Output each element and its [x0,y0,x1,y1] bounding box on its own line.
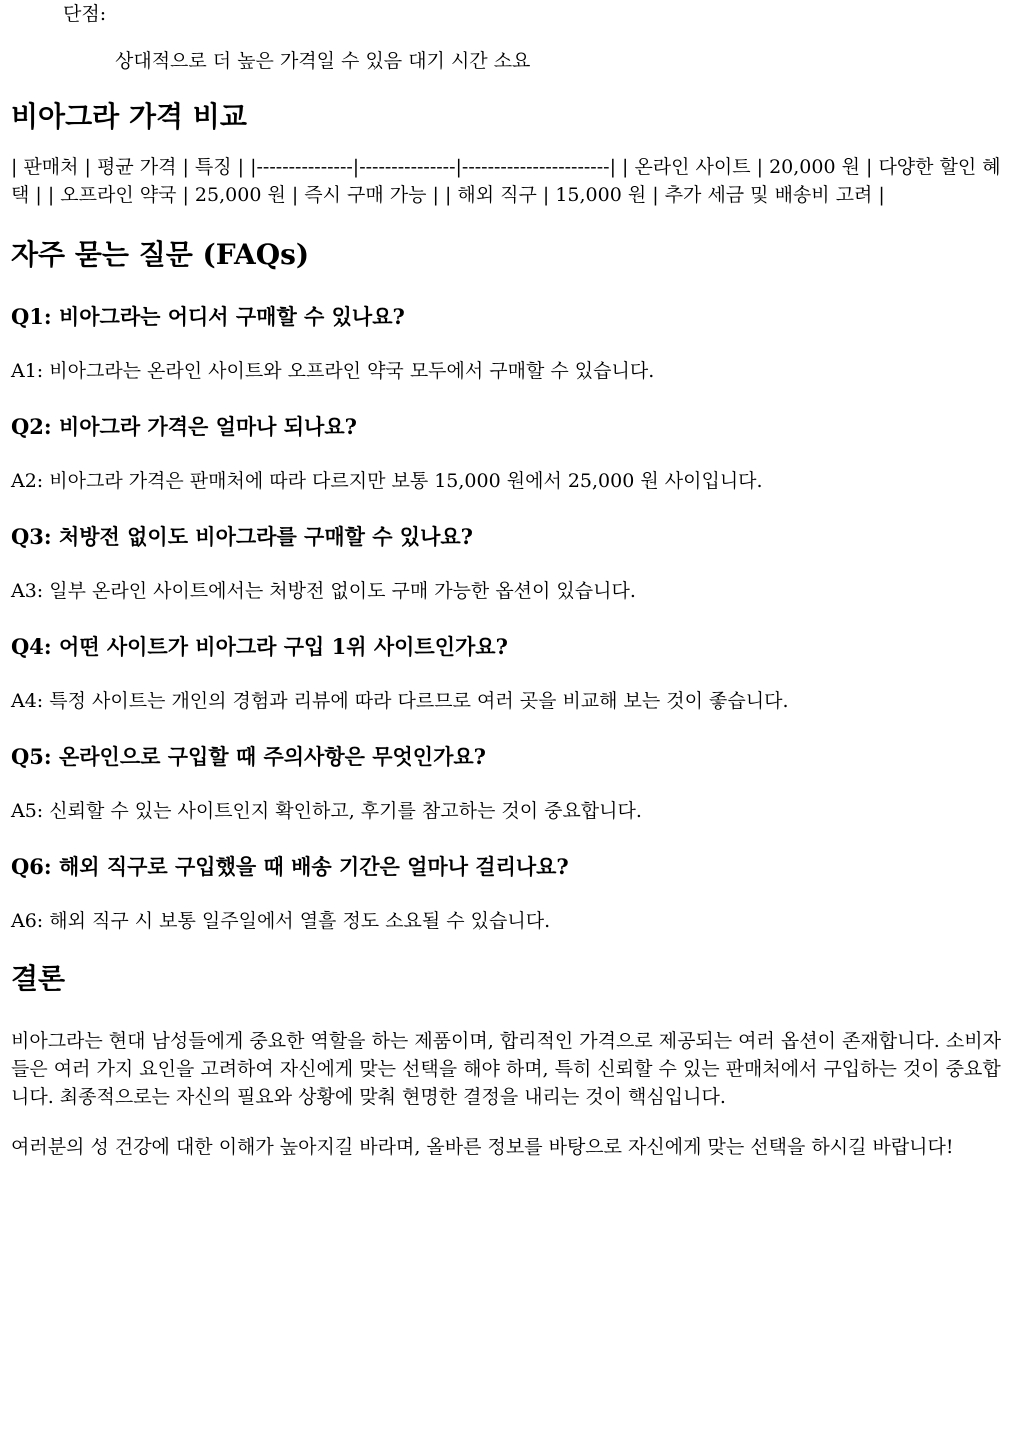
faq-answer: A5: 신뢰할 수 있는 사이트인지 확인하고, 후기를 참고하는 것이 중요합니다. [11,800,642,822]
conclusion-heading: 결론 [11,962,66,995]
cons-label: 단점: [63,3,107,25]
faq-question: Q2: 비아그라 가격은 얼마나 되나요? [11,414,357,439]
faq-question: Q4: 어떤 사이트가 비아그라 구입 1위 사이트인가요? [11,634,508,659]
faq-answer: A1: 비아그라는 온라인 사이트와 오프라인 약국 모두에서 구매할 수 있습니다. [11,360,655,382]
faq-question: Q1: 비아그라는 어디서 구매할 수 있나요? [11,304,405,329]
cons-section [11,0,1013,75]
faq-question: Q5: 온라인으로 구입할 때 주의사항은 무엇인가요? [11,744,486,769]
faq-answer: A2: 비아그라 가격은 판매처에 따라 다르지만 보통 15,000 원에서 25,000 원 사이입니다. [11,470,763,492]
faq-question: Q3: 처방전 없이도 비아그라를 구매할 수 있나요? [11,524,473,549]
conclusion-paragraph: 비아그라는 현대 남성들에게 중요한 역할을 하는 제품이며, 합리적인 가격으로 제공되는 여러 옵션이 존재합니다. 소비자들은 여러 가지 요인을 고려하여 자신에게 맞는 선택을 해야 하며, 특히 신뢰할 수 있는 판매처에서 구입하는 것이 중요합니다. 최종적으로는 자신의 필요와 상황에 맞춰 현명한 결정을 내리는 것이 핵심입니다. [11,1030,1001,1108]
price-table-text: | 판매처 | 평균 가격 | 특징 | |---------------|---------------|-----------------------| | 온라인 사이트 | 20,000 원 | 다양한 할인 혜택 | | 오프라인 약국 | 25,000 원 | 즉시 구매 가능 | | 해외 직구 | 15,000 원 | 추가 세금 및 배송비 고려 | [11,156,1001,206]
cons-text: 상대적으로 더 높은 가격일 수 있음 대기 시간 소요 [115,50,531,72]
faq-question: Q6: 해외 직구로 구입했을 때 배송 기간은 얼마나 걸리나요? [11,854,569,879]
article-body [11,0,1013,1161]
closing-paragraph: 여러분의 성 건강에 대한 이해가 높아지길 바라며, 올바른 정보를 바탕으로 자신에게 맞는 선택을 하시길 바랍니다! [11,1136,954,1158]
faq-answer: A3: 일부 온라인 사이트에서는 처방전 없이도 구매 가능한 옵션이 있습니다. [11,580,636,602]
faq-answer: A6: 해외 직구 시 보통 일주일에서 열흘 정도 소요될 수 있습니다. [11,910,551,932]
price-comparison-heading: 비아그라 가격 비교 [11,100,247,133]
faq-answer: A4: 특정 사이트는 개인의 경험과 리뷰에 따라 다르므로 여러 곳을 비교해 보는 것이 좋습니다. [11,690,789,712]
faq-heading: 자주 묻는 질문 (FAQs) [11,238,310,271]
